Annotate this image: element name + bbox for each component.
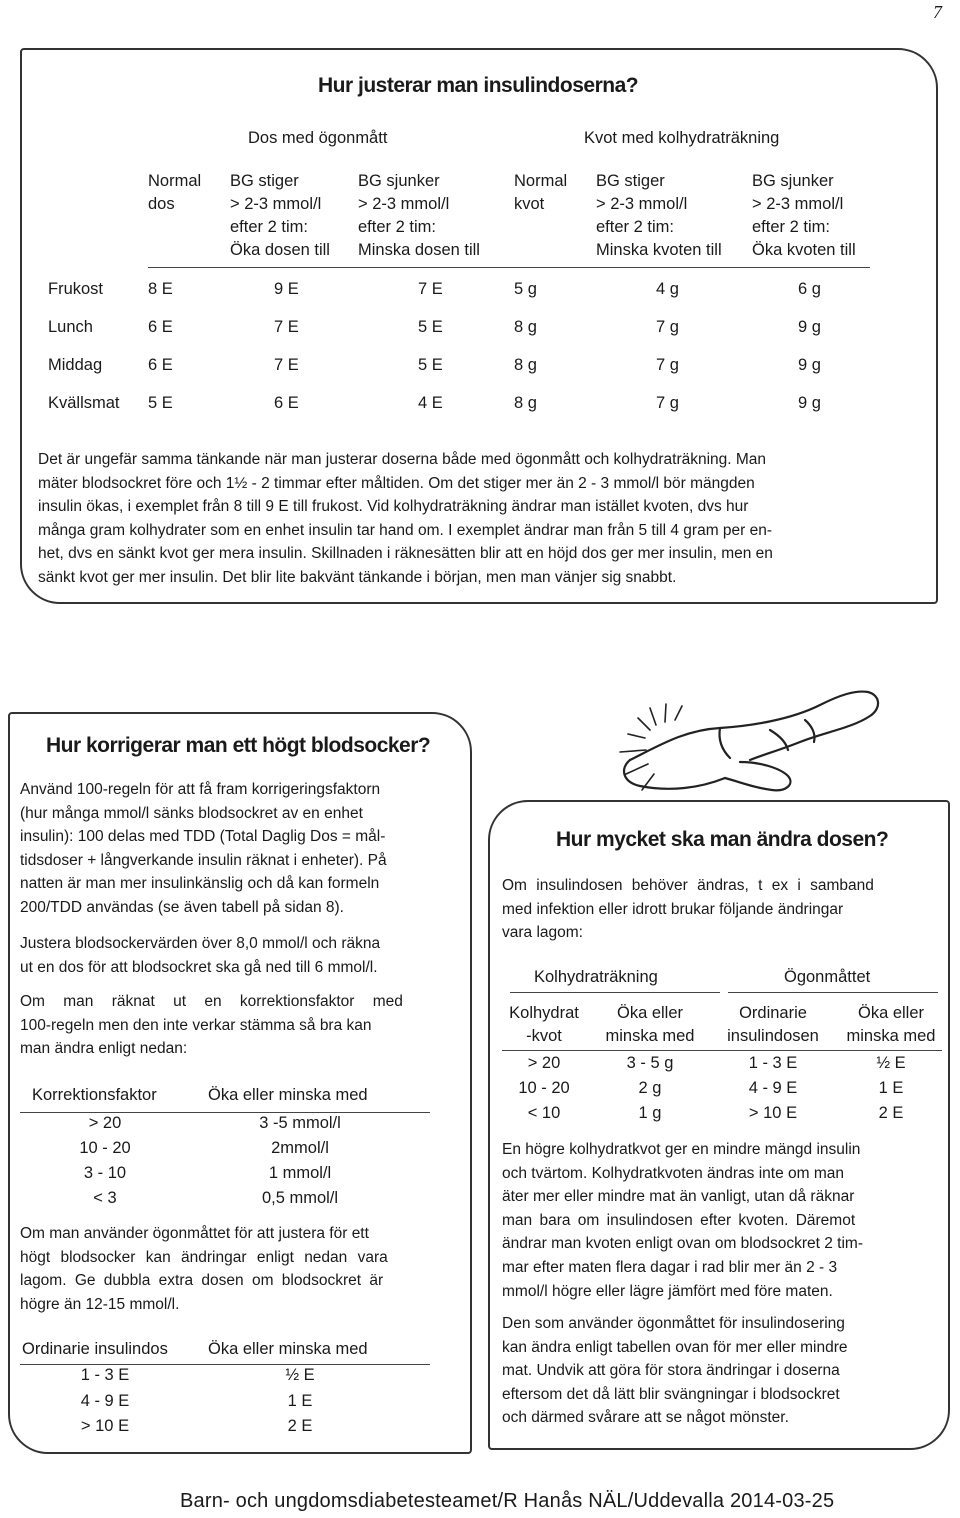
correction-paragraph-1: Använd 100-regeln för att få fram korrigeringsfaktorn (hur många mmol/l sänks blodsockret av en enhet insulin): 100 delas med TDD (Total Daglig Dos = mål- tidsdoser + långverkande insulin räknat i enheter). På natten är man mer insulinkänslig och då kan formeln 200/TDD användas (se även tabell på sidan 8). xyxy=(20,781,387,916)
cell: 7 g xyxy=(656,356,679,374)
section-title: Hur mycket ska man ändra dosen? xyxy=(556,828,889,851)
header-change-g: Öka eller minska med xyxy=(605,1004,695,1045)
group-header-carb: Kolhydraträkning xyxy=(534,968,658,986)
cell: 7 g xyxy=(656,394,679,412)
meal-label: Lunch xyxy=(48,318,93,336)
cell: 8 E xyxy=(148,280,173,298)
cell: 7 g xyxy=(656,318,679,336)
header-carb-ratio: Kolhydrat -kvot xyxy=(509,1004,579,1045)
header-bg-rises-dose: BG stiger > 2-3 mmol/l efter 2 tim: Öka dosen till xyxy=(230,172,330,259)
group-rule-left xyxy=(510,992,720,993)
group-header-eye-measure: Dos med ögonmått xyxy=(248,129,388,147)
cell: 6 g xyxy=(798,280,821,298)
cell: 5 E xyxy=(148,394,173,412)
dose-change-box: Hur mycket ska man ändra dosen? Om insulindosen behöver ändras, t ex i samband med infektion eller idrott brukar följande ändringar vara lagom: Kolhydraträkning Ögonmåttet Kolhydrat -kvot Öka eller minska med Ordinarie insulindosen Öka eller minska med > 20 3 - 5 g 1 - 3 E ½ E 10 - 20 2 g 4 - 9 E 1 E < 10 1 g > 10 E 2 E En högre kolhydratkvot ger en mindre mängd insulin och tvärtom. Kolhydratkvoten ändras inte om man äter mer eller mindre mat än vanligt, utan då räknar man bara om insulindosen efter kvoten. Däremot ändrar man kvoten enligt ovan om blodsockret 2 tim- mar efter maten flera dagar i rad blir mer än 2 - 3 mmol/l högre eller lägre jämfört med före maten. Den som använder ögonmåttet för insulindosering kan ändra enligt tabellen ovan för mer eller mindre mat. Undvik att göra för stora ändringar i doserna eftersom det då lätt blir svängningar i blodsockret och därmed svårare att se något mönster. xyxy=(488,800,950,1450)
correction-box: Hur korrigerar man ett högt blodsocker? Använd 100-regeln för att få fram korrigeringsfaktorn (hur många mmol/l sänks blodsockret av en enhet insulin): 100 delas med TDD (Total Daglig Dos = mål- tidsdoser + långverkande insulin räknat i enheter). På natten är man mer insulinkänslig och då kan formeln 200/TDD användas (se även tabell på sidan 8). Justera blodsockervärden över 8,0 mmol/l och räkna ut en dos för att blodsockret ska gå ned till 6 mmol/l. Om man räknat ut en korrektionsfaktor med 100-regeln men den inte verkar stämma så bra kan man ändra enligt nedan: Korrektionsfaktor Öka eller minska med > 20 3 -5 mmol/l 10 - 20 2mmol/l 3 - 10 1 mmol/l < 3 0,5 mmol/l Om man använder ögonmåttet för att justera för ett högt blodsocker kan ändringar enligt nedan vara lagom. Ge dubbla extra dosen om blodsockret är högre än 12-15 mmol/l. Ordinarie insulindos Öka eller minska med 1 - 3 E ½ E 4 - 9 E 1 E > 10 E 2 E xyxy=(8,712,472,1454)
header-normal-kvot: Normal kvot xyxy=(514,172,568,213)
group-rule-right xyxy=(728,992,938,993)
section-title: Hur justerar man insulindoserna? xyxy=(318,74,639,97)
meal-label: Frukost xyxy=(48,280,104,298)
cell: 8 g xyxy=(514,318,537,336)
cell: 7 E xyxy=(418,280,443,298)
group-header-eye: Ögonmåttet xyxy=(784,968,871,986)
cell: 4 g xyxy=(656,280,679,298)
header-normal-dos: Normal dos xyxy=(148,172,202,213)
cell: 5 g xyxy=(514,280,537,298)
cell: 8 g xyxy=(514,394,537,412)
table2-header: Öka eller minska med xyxy=(208,1340,368,1358)
header-bg-falls-dose: BG sjunker > 2-3 mmol/l efter 2 tim: Minska dosen till xyxy=(358,172,480,259)
section-title: Hur korrigerar man ett högt blodsocker? xyxy=(46,734,431,757)
header-change-e: Öka eller minska med xyxy=(846,1004,936,1045)
header-bg-rises-kvot: BG stiger > 2-3 mmol/l efter 2 tim: Minska kvoten till xyxy=(596,172,722,259)
explanation-paragraph: Det är ungefär samma tänkande när man justerar doserna både med ögonmått och kolhydraträkning. Man mäter blodsockret före och 1½ - 2 timmar efter måltiden. Om det stiger mer än 2 - 3 mmol/l bör mängden insulin ökas, i exemplet från 8 till 9 E till frukost. Vid kolhydraträkning ändrar man istället kvoten, dvs hur många gram kolhydrater som en enhet insulin tar hand om. I exemplet ändrar man från 5 till 4 gram per en- het, dvs en sänkt kvot ger mera insulin. Skillnaden i räknesätten blir att en höjd dos ger mer insulin, men en sänkt kvot ger mer insulin. Det blir lite bakvänt tänkande i början, men man vänjer sig snabbt. xyxy=(38,451,773,586)
cell: 7 E xyxy=(274,356,299,374)
header-ordinary-dose: Ordinarie insulindosen xyxy=(727,1004,819,1045)
cell: 9 g xyxy=(798,318,821,336)
cell: 7 E xyxy=(274,318,299,336)
header-rule xyxy=(502,1050,942,1051)
table2-header: Ordinarie insulindos xyxy=(22,1340,168,1358)
pointing-hand-illustration xyxy=(590,650,890,800)
cell: 9 g xyxy=(798,394,821,412)
cell: 8 g xyxy=(514,356,537,374)
correction-paragraph-3: Om man räknat ut en korrektionsfaktor med 100-regeln men den inte verkar stämma så bra kan man ändra enligt nedan: xyxy=(20,993,403,1058)
cell: 5 E xyxy=(418,318,443,336)
insulin-adjustment-box xyxy=(20,48,938,604)
cell: 4 E xyxy=(418,394,443,412)
dose-change-paragraph-1: Om insulindosen behöver ändras, t ex i samband med infektion eller idrott brukar följande ändringar vara lagom: xyxy=(502,877,874,942)
footer: Barn- och ungdomsdiabetesteamet/R Hanås NÄL/Uddevalla 2014-03-25 xyxy=(180,1490,835,1512)
table1-header: Korrektionsfaktor xyxy=(32,1086,157,1104)
correction-paragraph-4: Om man använder ögonmåttet för att justera för ett högt blodsocker kan ändringar enligt nedan vara lagom. Ge dubbla extra dosen om blodsockret är högre än 12-15 mmol/l. xyxy=(20,1225,388,1313)
cell: 6 E xyxy=(148,318,173,336)
cell: 6 E xyxy=(148,356,173,374)
correction-paragraph-2: Justera blodsockervärden över 8,0 mmol/l och räkna ut en dos för att blodsockret ska gå ned till 6 mmol/l. xyxy=(20,935,381,976)
page-number: 7 xyxy=(933,2,942,22)
header-bg-falls-kvot: BG sjunker > 2-3 mmol/l efter 2 tim: Öka kvoten till xyxy=(752,172,856,259)
table1-header: Öka eller minska med xyxy=(208,1086,368,1104)
cell: 5 E xyxy=(418,356,443,374)
dose-change-paragraph-2: En högre kolhydratkvot ger en mindre mängd insulin och tvärtom. Kolhydratkvoten ändras inte om man äter mer eller mindre mat än vanligt, utan då räknar man bara om insulindosen efter kvoten. Däremot ändrar man kvoten enligt ovan om blodsockret 2 tim- mar efter maten flera dagar i rad blir mer än 2 - 3 mmol/l högre eller lägre jämfört med före maten. xyxy=(502,1141,863,1300)
cell: 9 g xyxy=(798,356,821,374)
dose-change-paragraph-3: Den som använder ögonmåttet för insulindosering kan ändra enligt tabellen ovan för mer eller mindre mat. Undvik att göra för stora ändringar i doserna eftersom det då lätt blir svängningar i blodsockret och därmed svårare att se något mönster. xyxy=(502,1315,848,1427)
cell: 6 E xyxy=(274,394,299,412)
meal-label: Middag xyxy=(48,356,103,374)
header-rule xyxy=(148,267,870,268)
meal-label: Kvällsmat xyxy=(48,394,120,412)
cell: 9 E xyxy=(274,280,299,298)
group-header-carb-counting: Kvot med kolhydraträkning xyxy=(584,129,780,147)
